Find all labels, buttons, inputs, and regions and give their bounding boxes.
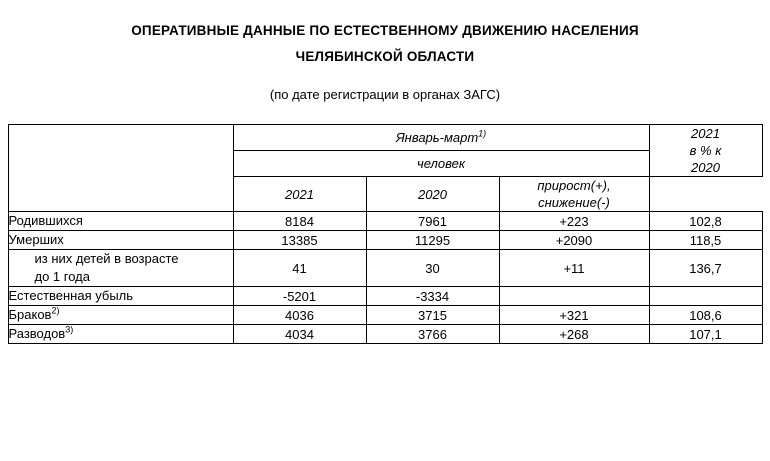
table-row — [8, 231, 762, 250]
header-year-2021-cell: 2021 — [233, 177, 366, 212]
row-value-2020: 30 — [366, 250, 499, 287]
table-row — [8, 287, 762, 306]
header-period-cell — [233, 125, 649, 151]
header-corner-cell — [8, 125, 233, 212]
header-change-line-1: прирост(+), — [537, 178, 611, 193]
row-label-text: Естественная убыль — [8, 288, 134, 303]
table-row — [8, 325, 762, 344]
page-title-line-1: ОПЕРАТИВНЫЕ ДАННЫЕ ПО ЕСТЕСТВЕННОМУ ДВИЖЕНИЮ НАСЕЛЕНИЯ — [131, 23, 639, 38]
row-label-cell — [8, 250, 233, 287]
row-label-footnote: 3) — [65, 324, 74, 335]
row-value-2020: 7961 — [366, 212, 499, 231]
table-header-row-period — [8, 125, 762, 151]
header-period-footnote: 1) — [478, 128, 487, 139]
header-ratio-cell — [649, 125, 762, 177]
row-value-2020: 3715 — [366, 306, 499, 325]
row-value-2021: -5201 — [233, 287, 366, 306]
header-ratio-line-1: 2021 — [691, 126, 720, 141]
header-change-cell — [499, 177, 649, 212]
row-label-cell — [8, 231, 233, 250]
page-title-line-2: ЧЕЛЯБИНСКОЙ ОБЛАСТИ — [295, 49, 475, 64]
header-unit-cell: человек — [233, 151, 649, 177]
row-value-change — [499, 287, 649, 306]
table-row — [8, 212, 762, 231]
row-label-text: Умерших — [8, 232, 64, 247]
table-row — [8, 250, 762, 287]
row-value-change: +321 — [499, 306, 649, 325]
row-value-2020: -3334 — [366, 287, 499, 306]
row-value-2021: 4036 — [233, 306, 366, 325]
row-value-2021: 41 — [233, 250, 366, 287]
header-ratio-line-3: 2020 — [691, 160, 720, 175]
row-label-text: Браков — [8, 307, 52, 322]
title-block — [0, 0, 770, 70]
vital-statistics-table — [8, 124, 763, 344]
row-value-2021: 4034 — [233, 325, 366, 344]
row-value-change: +2090 — [499, 231, 649, 250]
header-year-2020-cell: 2020 — [366, 177, 499, 212]
row-value-ratio: 107,1 — [649, 325, 762, 344]
row-label-text: из них детей в возрасте — [34, 251, 179, 266]
row-label-cell — [8, 212, 233, 231]
row-value-ratio: 108,6 — [649, 306, 762, 325]
row-value-change: +268 — [499, 325, 649, 344]
page-subtitle: (по дате регистрации в органах ЗАГС) — [269, 87, 501, 102]
row-value-change: +223 — [499, 212, 649, 231]
row-value-2020: 11295 — [366, 231, 499, 250]
header-period-label: Январь-март — [395, 130, 479, 145]
row-value-ratio: 136,7 — [649, 250, 762, 287]
table-row — [8, 306, 762, 325]
row-label-text: Родившихся — [8, 213, 83, 228]
row-value-change: +11 — [499, 250, 649, 287]
row-value-2021: 13385 — [233, 231, 366, 250]
row-label-text-line-2: до 1 года — [34, 269, 90, 284]
row-label-cell — [8, 306, 233, 325]
row-label-cell — [8, 287, 233, 306]
row-label-cell — [8, 325, 233, 344]
row-value-2021: 8184 — [233, 212, 366, 231]
header-change-line-2: снижение(-) — [538, 195, 610, 210]
row-value-2020: 3766 — [366, 325, 499, 344]
row-value-ratio — [649, 287, 762, 306]
row-label-footnote: 2) — [51, 305, 60, 316]
header-ratio-line-2: в % к — [689, 143, 722, 158]
row-value-ratio: 118,5 — [649, 231, 762, 250]
row-value-ratio: 102,8 — [649, 212, 762, 231]
row-label-text: Разводов — [8, 326, 66, 341]
